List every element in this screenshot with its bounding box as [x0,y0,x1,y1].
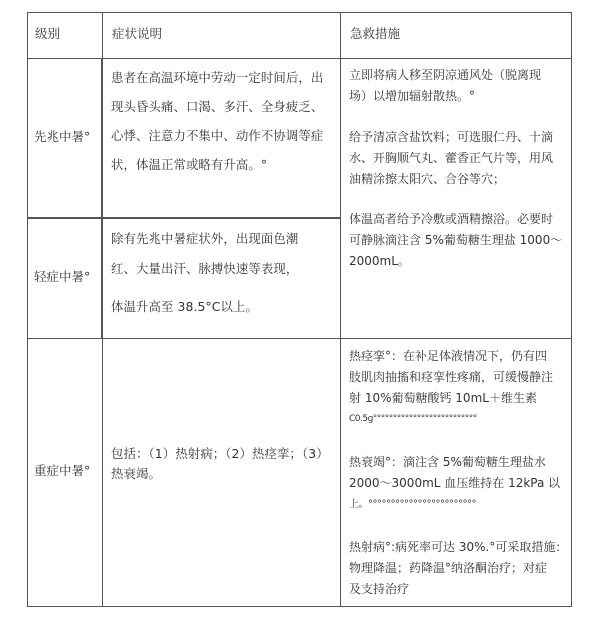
symptom-line: 红、大量出汗、脉搏快速等表现， [111,261,299,276]
measure-line: 给予清凉含盐饮料；可选服仁丹、十滴 [349,130,554,144]
symptoms-mild [111,224,337,322]
border-right [571,12,572,607]
symptoms-prodromal [111,63,337,179]
symptom-line: 体温升高至 38.5°C以上。 [111,299,258,314]
measure-line: 立即将病人移至阴凉通风处（脱离现 [349,68,542,82]
measure-line: 热衰竭°：滴注含 5%葡萄糖生理盐水 [349,455,546,469]
row-divider-2 [27,338,572,339]
border-top [27,12,572,13]
symptom-line: 除有先兆中暑症状外，出现面色潮 [111,231,299,246]
measure-line: C0.5g°°°°°°°°°°°°°°°°°°°°°°°°°° [349,414,477,424]
measure-line: 上。°°°°°°°°°°°°°°°°°°°°°°°° [349,499,476,510]
symptom-line: 热衰竭。 [111,466,161,481]
measure-line: 2000～3000mL 血压维持在 12kPa 以 [349,476,561,490]
header-divider [27,58,572,59]
level-mild: 轻症中暑° [34,269,91,284]
symptom-line: 现头昏头痛、口渴、多汗、全身疲乏、 [111,99,324,114]
measure-line: 2000mL。 [349,254,410,268]
measure-line: 物理降温；药降温°纳洛酮治疗；对症 [349,561,548,575]
col-divider-2 [340,12,341,607]
border-left [27,12,28,607]
measure-line: 体温高者给予冷敷或酒精擦浴。必要时 [349,212,554,226]
row-divider-1 [27,217,341,219]
measure-line: 可静脉滴注含 5%葡萄糖生理盐 1000～ [349,233,563,247]
symptom-line: 心悸、注意力不集中、动作不协调等症 [111,128,324,143]
measure-line: 及支持治疗 [349,582,410,596]
symptom-line: 包括：（1）热射病；（2）热痉挛；（3） [111,446,329,461]
border-bottom [27,606,572,607]
measure-line: 肢肌肉抽搐和痉挛性疼痛，可缓慢静注 [349,370,554,384]
symptom-line: 患者在高温环境中劳动一定时间后，出 [111,70,324,85]
level-severe: 重症中暑° [34,463,91,478]
col-divider-1-bold [101,58,103,339]
header-measures: 急救措施 [350,26,401,41]
measure-line: 油精涂擦太阳穴、合谷等穴； [349,172,506,186]
measure-line: 热射病°:病死率可达 30%.°可采取措施： [349,540,568,554]
level-prodromal: 先兆中暑° [34,129,91,144]
measure-line: 射 10%葡萄糖酸钙 10mL＋维生素 [349,391,537,405]
header-level: 级别 [35,26,61,41]
header-symptoms: 症状说明 [112,26,163,41]
measure-line: 水、开胸顺气丸、藿香正气片等，用风 [349,151,554,165]
symptom-line: 状，体温正常或略有升高。° [111,157,268,172]
measure-line: 热痉挛°：在补足体液情况下，仍有四 [349,349,548,363]
measures-shared [349,65,569,272]
symptoms-severe [111,444,337,484]
measure-line: 场）以增加辐射散热。° [349,89,476,103]
measures-severe [349,346,569,600]
